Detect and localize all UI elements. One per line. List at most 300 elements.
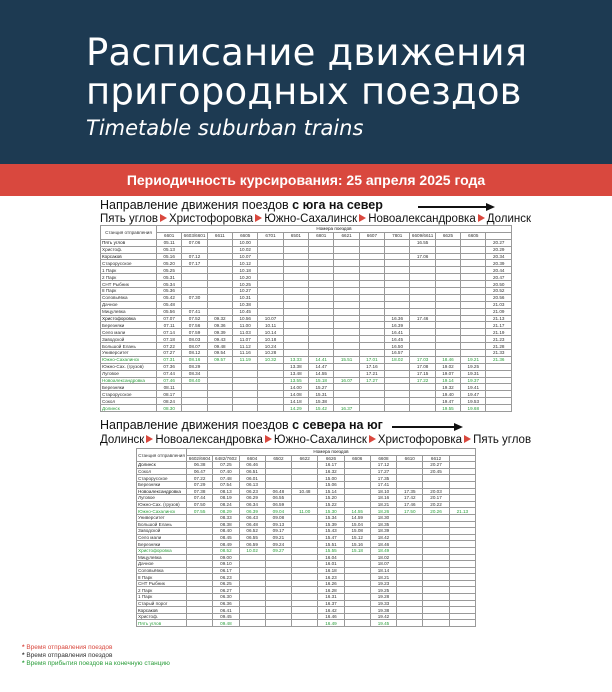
time-cell: 15.30 bbox=[318, 508, 344, 515]
train-number-cell: 6605 bbox=[461, 232, 486, 239]
table-row bbox=[101, 370, 512, 377]
time-cell bbox=[410, 391, 435, 398]
table-row bbox=[101, 391, 512, 398]
time-cell bbox=[258, 308, 283, 315]
time-cell: 17.27 bbox=[359, 377, 384, 384]
station-name: Большой Елань bbox=[137, 521, 187, 528]
time-cell bbox=[461, 336, 486, 343]
table-row bbox=[137, 567, 476, 574]
station-name: Березняки bbox=[137, 541, 187, 548]
station-name: Старорусское bbox=[137, 475, 187, 482]
train-number-cell: 6701 bbox=[258, 232, 283, 239]
time-cell bbox=[486, 370, 512, 377]
time-cell bbox=[359, 260, 384, 267]
station-name: Соловьёвка bbox=[137, 567, 187, 574]
time-cell bbox=[207, 294, 232, 301]
time-cell: 21.19 bbox=[486, 329, 512, 336]
station-name: Новоалександровка bbox=[101, 377, 157, 384]
time-cell bbox=[385, 405, 410, 412]
time-cell bbox=[292, 501, 318, 508]
time-cell: 07.25 bbox=[213, 462, 239, 469]
time-cell: 09.24 bbox=[265, 541, 291, 548]
time-cell bbox=[233, 377, 258, 384]
time-cell: 07.54 bbox=[213, 481, 239, 488]
time-cell bbox=[309, 343, 334, 350]
time-cell: 08.45 bbox=[213, 534, 239, 541]
time-cell bbox=[461, 315, 486, 322]
period-banner: Периодичность курсирования: 25 апреля 2025 года bbox=[0, 164, 612, 196]
time-cell bbox=[449, 528, 475, 535]
time-cell bbox=[187, 541, 213, 548]
time-cell bbox=[385, 370, 410, 377]
legend-item bbox=[22, 644, 112, 651]
train-number-cell: 6607 bbox=[359, 232, 384, 239]
train-number-cell: 6502 bbox=[265, 455, 291, 462]
time-cell bbox=[385, 274, 410, 281]
time-cell: 16.50 bbox=[385, 343, 410, 350]
station-name: СНТ Рыбник bbox=[101, 281, 157, 288]
time-cell bbox=[207, 405, 232, 412]
time-cell bbox=[423, 554, 449, 561]
time-cell: 08.24 bbox=[213, 501, 239, 508]
time-cell bbox=[292, 574, 318, 581]
time-cell bbox=[283, 301, 308, 308]
direction-title-north bbox=[100, 198, 383, 212]
table-row bbox=[101, 356, 512, 363]
time-cell bbox=[410, 281, 435, 288]
time-cell bbox=[410, 267, 435, 274]
time-cell bbox=[397, 528, 423, 535]
direction-arrow-icon bbox=[486, 203, 495, 211]
time-cell bbox=[461, 294, 486, 301]
time-cell bbox=[207, 363, 232, 370]
time-cell bbox=[187, 613, 213, 620]
time-cell: 14.08 bbox=[283, 391, 308, 398]
time-cell: 18.30 bbox=[370, 514, 396, 521]
time-cell: 16.37 bbox=[334, 405, 359, 412]
time-cell: 19.07 bbox=[435, 370, 460, 377]
time-cell: 08.33 bbox=[213, 514, 239, 521]
table-row bbox=[101, 274, 512, 281]
train-number-cell: 6482/7602 bbox=[213, 455, 239, 462]
time-cell: 15.04 bbox=[344, 521, 370, 528]
time-cell bbox=[207, 370, 232, 377]
time-cell: 15.22 bbox=[318, 501, 344, 508]
time-cell: 06.25 bbox=[213, 580, 239, 587]
route-south bbox=[100, 434, 531, 446]
time-cell bbox=[461, 288, 486, 295]
time-cell: 07.48 bbox=[213, 475, 239, 482]
time-cell bbox=[359, 329, 384, 336]
table-row bbox=[137, 574, 476, 581]
time-cell bbox=[233, 370, 258, 377]
train-numbers-header: Номера поездов bbox=[187, 449, 476, 456]
route-station: Долинск bbox=[486, 213, 532, 225]
time-cell: 21.09 bbox=[486, 308, 512, 315]
time-cell bbox=[283, 294, 308, 301]
time-cell bbox=[239, 587, 265, 594]
time-cell bbox=[309, 329, 334, 336]
time-cell bbox=[423, 607, 449, 614]
time-cell: 06.41 bbox=[213, 607, 239, 614]
time-cell: 15.51 bbox=[318, 541, 344, 548]
direction-arrow-line bbox=[392, 426, 456, 428]
time-cell: 10.24 bbox=[258, 343, 283, 350]
time-cell: 16.18 bbox=[318, 567, 344, 574]
time-cell bbox=[334, 315, 359, 322]
station-name: Христофоровка bbox=[137, 547, 187, 554]
time-cell: 08.38 bbox=[213, 521, 239, 528]
time-cell bbox=[435, 260, 460, 267]
time-cell bbox=[239, 613, 265, 620]
time-cell: 05.13 bbox=[157, 246, 182, 253]
page-title-line2: пригородных поездов bbox=[86, 70, 522, 113]
time-cell: 20.17 bbox=[423, 495, 449, 502]
time-cell: 07.55 bbox=[187, 508, 213, 515]
time-cell bbox=[385, 363, 410, 370]
table-row bbox=[137, 554, 476, 561]
time-cell: 08.12 bbox=[182, 350, 207, 357]
time-cell bbox=[423, 528, 449, 535]
time-cell bbox=[309, 322, 334, 329]
time-cell bbox=[207, 301, 232, 308]
time-cell bbox=[397, 462, 423, 469]
time-cell: 10.27 bbox=[233, 288, 258, 295]
time-cell: 17.21 bbox=[359, 370, 384, 377]
time-cell: 15.18 bbox=[344, 547, 370, 554]
time-cell bbox=[344, 607, 370, 614]
time-cell: 16.01 bbox=[318, 561, 344, 568]
time-cell: 05.11 bbox=[157, 239, 182, 246]
time-cell: 19.38 bbox=[370, 607, 396, 614]
time-cell: 09.43 bbox=[207, 336, 232, 343]
time-cell bbox=[435, 315, 460, 322]
time-cell: 13.48 bbox=[283, 370, 308, 377]
time-cell: 10.20 bbox=[233, 274, 258, 281]
route-arrow-icon bbox=[359, 214, 366, 222]
time-cell bbox=[435, 350, 460, 357]
time-cell: 07.22 bbox=[157, 343, 182, 350]
time-cell: 18.21 bbox=[370, 574, 396, 581]
time-cell: 15.08 bbox=[344, 528, 370, 535]
time-cell: 06.47 bbox=[187, 468, 213, 475]
station-header: Станция отправления bbox=[101, 226, 157, 240]
time-cell bbox=[449, 587, 475, 594]
time-cell bbox=[309, 350, 334, 357]
time-cell: 09.54 bbox=[207, 350, 232, 357]
time-cell: 07.18 bbox=[157, 336, 182, 343]
time-cell: 11.00 bbox=[292, 508, 318, 515]
time-cell: 07.29 bbox=[187, 481, 213, 488]
direction-arrow-icon bbox=[454, 423, 463, 431]
station-name: Пять углов bbox=[101, 239, 157, 246]
station-name: Старый порог bbox=[137, 600, 187, 607]
station-name: Южно-Сахалинск bbox=[101, 356, 157, 363]
time-cell bbox=[309, 308, 334, 315]
time-cell bbox=[449, 475, 475, 482]
time-cell: 19.23 bbox=[370, 580, 396, 587]
table-row bbox=[101, 377, 512, 384]
time-cell: 17.08 bbox=[410, 363, 435, 370]
time-cell bbox=[397, 613, 423, 620]
time-cell bbox=[207, 288, 232, 295]
time-cell bbox=[449, 554, 475, 561]
table-row bbox=[101, 260, 512, 267]
time-cell bbox=[449, 534, 475, 541]
table-row bbox=[101, 315, 512, 322]
time-cell bbox=[359, 281, 384, 288]
time-cell: 17.35 bbox=[370, 475, 396, 482]
time-cell bbox=[334, 350, 359, 357]
time-cell bbox=[435, 329, 460, 336]
time-cell: 19.68 bbox=[461, 405, 486, 412]
time-cell bbox=[461, 274, 486, 281]
time-cell bbox=[435, 301, 460, 308]
time-cell bbox=[309, 294, 334, 301]
legend-text: Время отправления поездов bbox=[26, 652, 113, 659]
time-cell bbox=[410, 384, 435, 391]
time-cell bbox=[292, 547, 318, 554]
time-cell: 16.28 bbox=[318, 587, 344, 594]
time-cell: 20.39 bbox=[486, 260, 512, 267]
time-cell: 16.42 bbox=[318, 607, 344, 614]
time-cell: 21.13 bbox=[449, 508, 475, 515]
route-station: Пять углов bbox=[473, 434, 532, 446]
time-cell bbox=[283, 329, 308, 336]
time-cell: 06.29 bbox=[239, 495, 265, 502]
time-cell: 20.52 bbox=[486, 288, 512, 295]
time-cell: 20.03 bbox=[423, 488, 449, 495]
time-cell: 18.10 bbox=[370, 488, 396, 495]
time-cell: 10.18 bbox=[258, 336, 283, 343]
time-cell bbox=[292, 580, 318, 587]
time-cell bbox=[309, 274, 334, 281]
time-cell bbox=[309, 267, 334, 274]
time-cell: 09.08 bbox=[265, 514, 291, 521]
time-cell bbox=[309, 288, 334, 295]
time-cell: 08.29 bbox=[213, 508, 239, 515]
time-cell: 15.55 bbox=[318, 547, 344, 554]
time-cell bbox=[207, 384, 232, 391]
direction-title-prefix: Направление движения поездов bbox=[100, 418, 293, 432]
station-name: Село мали bbox=[137, 534, 187, 541]
time-cell: 08.16 bbox=[182, 356, 207, 363]
time-cell: 15.06 bbox=[318, 481, 344, 488]
time-cell: 18.14 bbox=[370, 567, 396, 574]
time-cell bbox=[435, 288, 460, 295]
table-row bbox=[137, 521, 476, 528]
station-name: Южно-Сахалинск bbox=[137, 508, 187, 515]
time-cell: 07.41 bbox=[182, 308, 207, 315]
time-cell: 20.45 bbox=[423, 468, 449, 475]
time-cell bbox=[292, 475, 318, 482]
time-cell bbox=[385, 260, 410, 267]
time-cell bbox=[239, 574, 265, 581]
time-cell: 16.37 bbox=[318, 600, 344, 607]
time-cell bbox=[449, 580, 475, 587]
time-cell: 18.35 bbox=[370, 521, 396, 528]
time-cell bbox=[344, 594, 370, 601]
time-cell: 15.34 bbox=[318, 514, 344, 521]
time-cell bbox=[334, 336, 359, 343]
time-cell bbox=[239, 561, 265, 568]
time-cell bbox=[435, 267, 460, 274]
time-cell bbox=[359, 288, 384, 295]
time-cell: 19.40 bbox=[435, 391, 460, 398]
table-row bbox=[137, 547, 476, 554]
time-cell bbox=[449, 462, 475, 469]
time-cell bbox=[207, 391, 232, 398]
station-name: Старорусское bbox=[101, 260, 157, 267]
station-name: Университет bbox=[137, 514, 187, 521]
table-row bbox=[101, 343, 512, 350]
time-cell bbox=[486, 363, 512, 370]
station-name: Долинск bbox=[101, 405, 157, 412]
time-cell: 20.27 bbox=[423, 462, 449, 469]
time-cell bbox=[461, 343, 486, 350]
time-cell: 06.23 bbox=[239, 488, 265, 495]
time-cell: 15.43 bbox=[318, 528, 344, 535]
table-row bbox=[101, 405, 512, 412]
time-cell bbox=[207, 274, 232, 281]
time-cell: 08.03 bbox=[182, 336, 207, 343]
table-row bbox=[137, 580, 476, 587]
time-cell bbox=[283, 239, 308, 246]
time-cell: 09.48 bbox=[213, 620, 239, 627]
time-cell: 06.13 bbox=[239, 481, 265, 488]
train-number-cell: 6609/6611 bbox=[411, 233, 434, 239]
time-cell bbox=[187, 594, 213, 601]
time-cell: 05.20 bbox=[157, 260, 182, 267]
legend-text: Время прибытия поездов на конечную станцию bbox=[26, 660, 170, 667]
time-cell bbox=[385, 377, 410, 384]
time-cell bbox=[397, 580, 423, 587]
table-row bbox=[101, 308, 512, 315]
time-cell bbox=[449, 600, 475, 607]
time-cell bbox=[461, 322, 486, 329]
table-row bbox=[137, 600, 476, 607]
table-row bbox=[137, 594, 476, 601]
time-cell: 07.38 bbox=[187, 488, 213, 495]
time-cell: 08.29 bbox=[182, 363, 207, 370]
station-name: Дачное bbox=[101, 301, 157, 308]
station-header: Станция отправления bbox=[137, 449, 187, 462]
time-cell bbox=[207, 377, 232, 384]
time-cell bbox=[344, 613, 370, 620]
time-cell bbox=[397, 534, 423, 541]
time-cell bbox=[207, 267, 232, 274]
time-cell bbox=[309, 281, 334, 288]
time-cell: 18.39 bbox=[370, 528, 396, 535]
time-cell: 08.34 bbox=[182, 370, 207, 377]
time-cell: 13.33 bbox=[283, 356, 308, 363]
time-cell bbox=[344, 600, 370, 607]
time-cell: 10.28 bbox=[258, 350, 283, 357]
time-cell: 17.22 bbox=[410, 377, 435, 384]
time-cell bbox=[292, 514, 318, 521]
station-name: Христоф. bbox=[101, 246, 157, 253]
time-cell: 16.55 bbox=[410, 239, 435, 246]
time-cell bbox=[207, 281, 232, 288]
time-cell bbox=[397, 587, 423, 594]
station-name: 8 Парк bbox=[101, 288, 157, 295]
time-cell: 07.30 bbox=[182, 294, 207, 301]
time-cell: 19.41 bbox=[461, 384, 486, 391]
station-name: Корсаков bbox=[137, 607, 187, 614]
time-cell: 09.13 bbox=[265, 521, 291, 528]
time-cell bbox=[359, 391, 384, 398]
time-cell bbox=[292, 554, 318, 561]
time-cell bbox=[309, 301, 334, 308]
time-cell bbox=[423, 561, 449, 568]
time-cell bbox=[461, 301, 486, 308]
time-cell bbox=[207, 398, 232, 405]
route-station: Пять углов bbox=[100, 213, 158, 225]
time-cell bbox=[385, 239, 410, 246]
time-cell bbox=[187, 574, 213, 581]
time-cell: 05.25 bbox=[157, 267, 182, 274]
time-cell: 20.47 bbox=[486, 274, 512, 281]
time-cell bbox=[410, 246, 435, 253]
time-cell bbox=[359, 301, 384, 308]
time-cell bbox=[344, 580, 370, 587]
time-cell bbox=[423, 567, 449, 574]
time-cell: 09.36 bbox=[207, 322, 232, 329]
time-cell: 05.42 bbox=[157, 294, 182, 301]
station-name: СНТ Рыбник bbox=[137, 580, 187, 587]
time-cell bbox=[344, 488, 370, 495]
time-cell: 07.56 bbox=[182, 322, 207, 329]
time-cell bbox=[258, 253, 283, 260]
time-cell bbox=[344, 468, 370, 475]
train-number-cell: 6610 bbox=[397, 455, 423, 462]
time-cell bbox=[410, 274, 435, 281]
time-cell bbox=[461, 246, 486, 253]
time-cell bbox=[258, 384, 283, 391]
time-cell: 17.50 bbox=[397, 508, 423, 515]
route-arrow-icon bbox=[478, 214, 485, 222]
time-cell: 10.02 bbox=[233, 246, 258, 253]
time-cell bbox=[334, 343, 359, 350]
time-cell: 19.14 bbox=[435, 377, 460, 384]
table-row bbox=[137, 613, 476, 620]
station-name: Старорусское bbox=[101, 391, 157, 398]
time-cell bbox=[344, 587, 370, 594]
time-cell bbox=[334, 322, 359, 329]
table-row bbox=[137, 607, 476, 614]
time-cell bbox=[385, 308, 410, 315]
time-cell bbox=[461, 329, 486, 336]
table-row bbox=[137, 561, 476, 568]
time-cell bbox=[410, 301, 435, 308]
table-row bbox=[101, 398, 512, 405]
time-cell: 07.40 bbox=[213, 468, 239, 475]
train-number-cell: 6611 bbox=[207, 232, 232, 239]
time-cell bbox=[187, 567, 213, 574]
time-cell: 17.06 bbox=[410, 253, 435, 260]
time-cell bbox=[385, 294, 410, 301]
time-cell bbox=[292, 567, 318, 574]
time-cell bbox=[461, 281, 486, 288]
direction-title-south bbox=[100, 418, 383, 432]
station-name: Университет bbox=[101, 350, 157, 357]
time-cell: 08.49 bbox=[213, 541, 239, 548]
time-cell: 10.25 bbox=[233, 281, 258, 288]
time-cell: 15.14 bbox=[318, 488, 344, 495]
time-cell bbox=[397, 561, 423, 568]
route-station: Долинск bbox=[100, 434, 145, 446]
time-cell bbox=[265, 475, 291, 482]
